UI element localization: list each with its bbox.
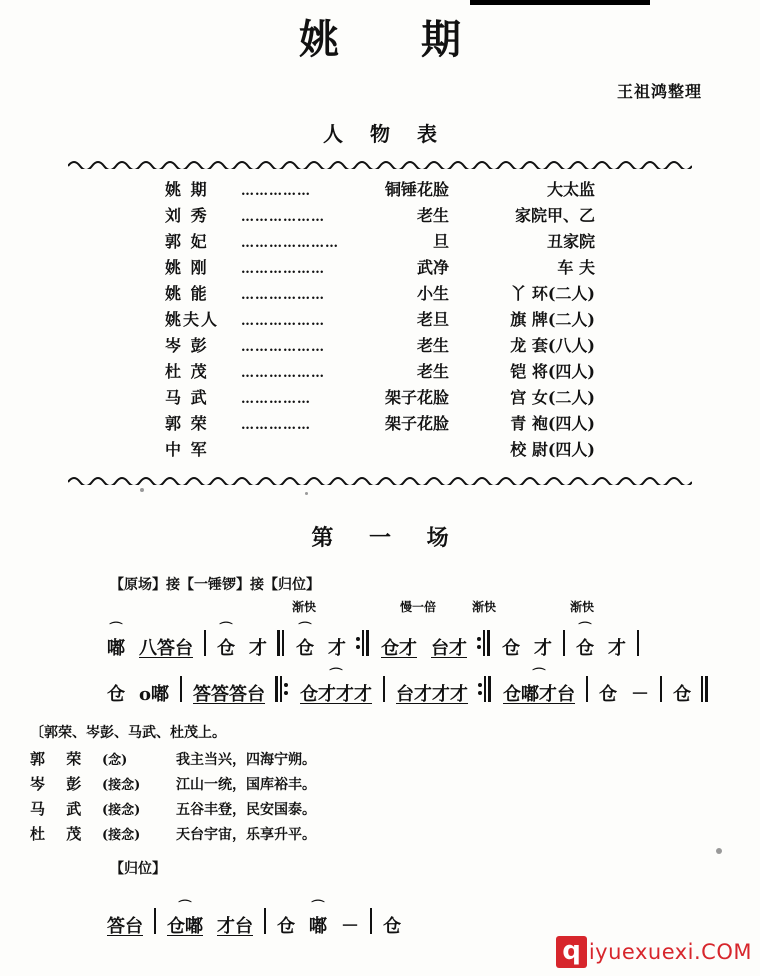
note-cell: 仓: [502, 638, 520, 659]
note-cell: －: [341, 916, 359, 937]
cast-role: 老生: [416, 206, 449, 225]
speech-mode: (接念): [102, 828, 141, 843]
cast-role: 架子花脸: [384, 388, 449, 407]
tempo-mark: 渐快: [570, 600, 595, 614]
note-cell: 答答答台: [193, 684, 266, 705]
repeat-barline: [277, 630, 286, 656]
cast-row: [165, 229, 595, 255]
percussion-notation-2: [100, 892, 760, 938]
cast-name: 刘 秀: [165, 206, 209, 225]
repeat-dots: [284, 676, 288, 702]
note-cell: 仓: [107, 684, 125, 705]
speech-mode: (接念): [102, 778, 141, 793]
cast-name: 马 武: [165, 388, 209, 407]
cast-role: 老旦: [416, 310, 449, 329]
byline: 王祖鸿整理: [616, 82, 702, 101]
note-cell: ⌒ 仓: [296, 622, 314, 659]
cast-leader: ………………: [241, 210, 325, 225]
speech-mode: (念): [102, 753, 128, 768]
cast-leader: ………………: [241, 288, 325, 303]
cast-name: 姚 期: [165, 180, 209, 199]
arc-mark: ⌒: [311, 900, 325, 915]
note-cell: 台才才才: [396, 684, 469, 705]
dialogue-row: [30, 773, 760, 798]
cast-role: 架子花脸: [384, 414, 449, 433]
note-cell: 仓: [599, 684, 618, 705]
repeat-barline: [275, 676, 290, 702]
speaker-name: 马 武: [30, 800, 90, 818]
cast-extra: 大太监: [546, 180, 595, 199]
cast-row: [165, 385, 595, 411]
note-cell: o嘟: [139, 684, 170, 705]
barline: [264, 908, 266, 934]
cast-extra: 铠 将(四人): [510, 362, 595, 381]
cast-row: [165, 333, 595, 359]
cast-row: [165, 437, 595, 463]
repeat-barline: [478, 676, 493, 702]
cast-leader: …………………: [241, 236, 339, 251]
note-cell: ⌒ 嘟: [309, 900, 327, 937]
cast-name: 姚夫人: [165, 310, 220, 329]
tempo-mark: 渐快: [292, 600, 317, 614]
barline: [660, 676, 662, 702]
paper-speck: [305, 492, 308, 495]
arc-mark: ⌒: [178, 900, 192, 915]
cast-extra: 丫 环(二人): [510, 284, 595, 303]
cast-name: 姚 能: [165, 284, 209, 303]
note-cell: 才台: [217, 916, 253, 937]
note-cell: ⌒ 仓: [576, 622, 594, 659]
cast-row: [165, 203, 595, 229]
barline: [180, 676, 182, 702]
cast-list: [165, 177, 595, 463]
cast-extra: 宫 女(二人): [510, 388, 595, 407]
cast-leader: ……………: [241, 418, 311, 433]
arc-mark: ⌒: [578, 622, 592, 637]
watermark: [556, 936, 752, 968]
cast-extra: 家院甲、乙: [514, 206, 595, 225]
barline: [383, 676, 385, 702]
note-cell: ⌒ 仓嘟才台: [503, 668, 576, 705]
notation-line-3: [100, 892, 760, 938]
cast-extra: 青 袍(四人): [510, 414, 595, 433]
note-cell: 仓才: [381, 638, 417, 659]
note-cell: 答台: [107, 916, 143, 937]
cast-role: 旦: [432, 232, 449, 251]
tempo-marks-row: [200, 598, 760, 614]
cast-extra: 旗 牌(二人): [510, 310, 595, 329]
note-cell: 才: [608, 638, 626, 659]
note-cell: 八答台: [139, 638, 193, 659]
note-cell: 才: [534, 638, 552, 659]
notation-line-1: [100, 614, 760, 660]
arc-mark: ⌒: [298, 622, 312, 637]
speech-text: 天台宇宙，乐享升平。: [176, 827, 316, 843]
speech-text: 我主当兴，四海宁朔。: [176, 752, 316, 768]
speaker-name: 郭 荣: [30, 750, 90, 768]
dialogue-row: [30, 823, 760, 848]
tempo-mark: 渐快: [472, 600, 497, 614]
cast-extra: 车 夫: [557, 258, 595, 277]
note-cell: 台才: [431, 638, 467, 659]
repeat-dots: [478, 676, 482, 702]
end-barline: [701, 676, 710, 702]
cast-row: [165, 411, 595, 437]
cast-role: 武净: [416, 258, 449, 277]
cast-name: 岑 彭: [165, 336, 209, 355]
stage-direction: 〔郭荣、岑彭、马武、杜茂上。: [30, 725, 226, 741]
cast-role: 小生: [416, 284, 449, 303]
cast-name: 姚 刚: [165, 258, 209, 277]
speech-mode: (接念): [102, 803, 141, 818]
cue-line-1: 【原场】接【一锤锣】接【归位】: [110, 577, 320, 593]
note-cell: 仓: [277, 916, 295, 937]
arc-mark: ⌒: [219, 622, 233, 637]
cast-leader: ……………: [241, 392, 311, 407]
cast-extra: 龙 套(八人): [510, 336, 595, 355]
cast-leader: ……………: [241, 184, 311, 199]
repeat-barline: [356, 630, 371, 656]
arc-mark: ⌒: [532, 668, 546, 683]
cast-name: 中 军: [165, 440, 209, 459]
note-cell: ⌒ 嘟: [107, 622, 125, 659]
barline: [563, 630, 565, 656]
cast-name: 郭 妃: [165, 232, 209, 251]
wavy-divider-bottom: [68, 473, 692, 485]
watermark-badge: q: [556, 936, 587, 968]
repeat-barline: [477, 630, 492, 656]
notation-line-2: [100, 660, 760, 706]
cast-leader: ………………: [241, 314, 325, 329]
note-cell: 仓: [673, 684, 692, 705]
barline: [204, 630, 206, 656]
speaker-name: 杜 茂: [30, 825, 90, 843]
note-cell: ⌒ 仓才才才: [300, 668, 373, 705]
cast-row: [165, 177, 595, 203]
cast-leader: ………………: [241, 262, 325, 277]
note-cell: ⌒ 仓嘟: [167, 900, 203, 937]
note-cell: 仓: [383, 916, 401, 937]
speaker-name: 岑 彭: [30, 775, 90, 793]
speech-text: 五谷丰登，民安国泰。: [176, 802, 316, 818]
barline: [370, 908, 372, 934]
note-cell: 才: [328, 638, 346, 659]
note-cell: －: [631, 684, 650, 705]
barline: [637, 630, 639, 656]
barline: [586, 676, 588, 702]
cast-role: 老生: [416, 362, 449, 381]
cast-row: [165, 307, 595, 333]
wavy-divider-top: [68, 157, 692, 169]
arc-mark: ⌒: [109, 622, 123, 637]
arc-mark: ⌒: [329, 668, 343, 683]
cast-leader: ………………: [241, 366, 325, 381]
percussion-notation: [100, 598, 760, 706]
tempo-mark: 慢一倍: [400, 600, 437, 614]
scene-heading: 第 一 场: [311, 525, 463, 551]
speech-text: 江山一统，国库裕丰。: [176, 777, 316, 793]
cast-heading: 人 物 表: [323, 122, 447, 146]
cast-role: 铜锤花脸: [384, 180, 449, 199]
cast-extra: 校 尉(四人): [510, 440, 595, 459]
cast-extra: 丑家院: [546, 232, 595, 251]
dialogue-row: [30, 798, 760, 823]
cast-row: [165, 359, 595, 385]
paper-speck: [140, 488, 144, 492]
repeat-dots: [356, 630, 360, 656]
cue-line-2: 【归位】: [110, 861, 166, 877]
cast-row: [165, 255, 595, 281]
page-edge-mark: [470, 0, 650, 5]
note-cell: 才: [249, 638, 267, 659]
cast-leader: ………………: [241, 340, 325, 355]
note-cell: ⌒ 仓: [217, 622, 235, 659]
watermark-text: iyuexuexi.COM: [588, 940, 752, 964]
cast-role: 老生: [416, 336, 449, 355]
cast-row: [165, 281, 595, 307]
paper-speck: [716, 848, 722, 854]
barline: [154, 908, 156, 934]
repeat-dots: [477, 630, 481, 656]
cast-name: 郭 荣: [165, 414, 209, 433]
page-title: 姚 期: [299, 16, 495, 63]
dialogue-row: [30, 748, 760, 773]
cast-name: 杜 茂: [165, 362, 209, 381]
